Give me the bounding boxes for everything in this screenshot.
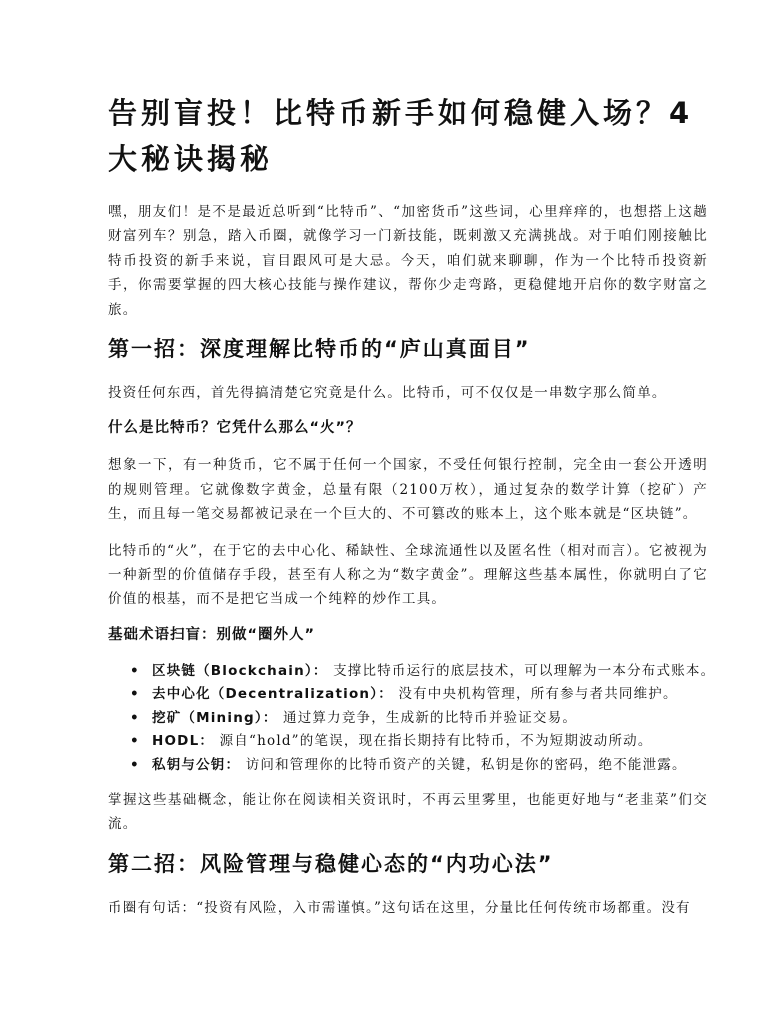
- subheading-basic-terms: 基础术语扫盲：别做“圈外人”: [108, 626, 316, 643]
- section-1-paragraph-2: 比特币的“火”，在于它的去中心化、稀缺性、全球流通性以及匿名性（相对而言）。它被视为一种新型的价值储存手段，甚至有人称之为“数字黄金”。理解这些基本属性，你就明白了它价值的根基，而不是把它当成一个纯粹的炒作工具。: [108, 542, 708, 608]
- bullet-dot-icon: •: [130, 686, 140, 703]
- term-label: 私钥与公钥：: [152, 756, 241, 773]
- list-item: [108, 683, 708, 706]
- subheading-what-is-bitcoin: 什么是比特币？它凭什么那么“火”？: [108, 420, 362, 437]
- term-description: 源自“hold”的笔误，现在指长期持有比特币，不为短期波动所动。: [219, 733, 653, 750]
- term-description: 支撑比特币运行的底层技术，可以理解为一本分布式账本。: [333, 662, 716, 679]
- bullet-dot-icon: •: [130, 662, 140, 679]
- bullet-dot-icon: •: [130, 709, 140, 726]
- section-1-heading: 第一招：深度理解比特币的“庐山真面目”: [108, 337, 531, 362]
- term-description: 没有中央机构管理，所有参与者共同维护。: [398, 686, 678, 703]
- terms-list: [108, 660, 716, 777]
- section-1-paragraph-3: 掌握这些基础概念，能让你在阅读相关资讯时，不再云里雾里，也能更好地与“老韭菜”们交流。: [108, 791, 708, 833]
- term-label: 去中心化（Decentralization）：: [152, 686, 393, 703]
- term-label: 区块链（Blockchain）：: [152, 662, 328, 679]
- term-description: 通过算力竞争，生成新的比特币并验证交易。: [283, 709, 578, 726]
- section-2-paragraph-1: 币圈有句话：“投资有风险，入市需谨慎。”这句话在这里，分量比任何传统市场都重。没有: [108, 899, 691, 916]
- article-title: 告别盲投！比特币新手如何稳健入场？4大秘诀揭秘: [108, 96, 694, 176]
- intro-paragraph: 嘿，朋友们！是不是最近总听到“比特币”、“加密货币”这些词，心里痒痒的，也想搭上这趟财富列车？别急，踏入币圈，就像学习一门新技能，既刺激又充满挑战。对于咱们刚接触比特币投资的新手来说，盲目跟风可是大忌。今天，咱们就来聊聊，作为一个比特币投资新手，你需要掌握的四大核心技能与操作建议，帮你少走弯路，更稳健地开启你的数字财富之旅。: [108, 204, 708, 318]
- bullet-dot-icon: •: [130, 756, 140, 773]
- list-item: [108, 660, 716, 683]
- list-item: [108, 754, 708, 777]
- bullet-dot-icon: •: [130, 733, 140, 750]
- term-label: HODL：: [152, 733, 215, 750]
- article: [108, 90, 716, 932]
- section-1-paragraph-1: 想象一下，有一种货币，它不属于任何一个国家，不受任何银行控制，完全由一套公开透明的规则管理。它就像数字黄金，总量有限（2100万枚），通过复杂的数学计算（挖矿）产生，而且每一笔交易都被记录在一个巨大的、不可篡改的账本上，这个账本就是“区块链”。: [108, 457, 708, 523]
- term-label: 挖矿（Mining）：: [152, 709, 278, 726]
- section-1-lead: 投资任何东西，首先得搞清楚它究竟是什么。比特币，可不仅仅是一串数字那么简单。: [108, 385, 667, 402]
- list-item: [108, 730, 708, 753]
- list-item: [108, 707, 708, 730]
- section-2-heading: 第二招：风险管理与稳健心态的“内功心法”: [108, 851, 554, 876]
- term-description: 访问和管理你的比特币资产的关键，私钥是你的密码，绝不能泄露。: [245, 756, 687, 773]
